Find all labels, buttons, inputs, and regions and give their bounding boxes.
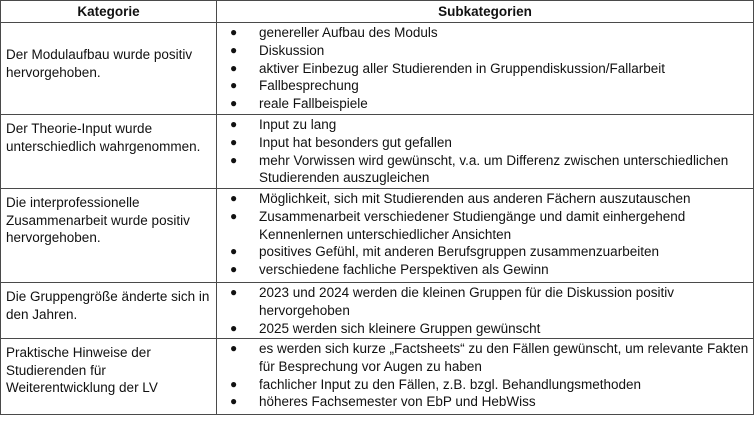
list-item xyxy=(217,190,749,208)
list-item xyxy=(217,243,749,261)
subcategory-cell xyxy=(217,189,754,283)
category-cell xyxy=(1,339,217,415)
subcategory-cell xyxy=(217,115,754,189)
bullet-icon: ● xyxy=(230,25,238,39)
list-item-text: verschiedene fachliche Perspektiven als Gewinn xyxy=(259,262,549,278)
list-item xyxy=(217,24,749,42)
table-row xyxy=(1,283,754,339)
bullet-icon: ● xyxy=(230,376,238,391)
bullet-icon: ● xyxy=(230,244,238,259)
list-item xyxy=(217,284,749,320)
list-item xyxy=(217,261,749,279)
subcategory-list xyxy=(217,115,753,187)
header-kategorie: Kategorie xyxy=(1,1,217,23)
bullet-icon: ● xyxy=(230,191,238,205)
list-item-text: genereller Aufbau des Moduls xyxy=(259,25,438,40)
bullet-icon: ● xyxy=(230,208,238,223)
bullet-icon: ● xyxy=(230,262,238,277)
bullet-icon: ● xyxy=(230,117,238,131)
list-item xyxy=(217,320,749,338)
table-header-row xyxy=(1,1,754,23)
table-row xyxy=(1,189,754,283)
list-item-text: 2023 und 2024 werden die kleinen Gruppen für die Diskussion positiv hervorgehoben xyxy=(259,285,675,318)
list-item-text: reale Fallbeispiele xyxy=(259,96,368,112)
list-item xyxy=(217,95,749,113)
list-item xyxy=(217,340,749,376)
subcategory-cell xyxy=(217,339,754,415)
bullet-icon: ● xyxy=(230,42,238,57)
list-item-text: 2025 werden sich kleinere Gruppen gewünscht xyxy=(259,320,541,336)
subcategory-cell xyxy=(217,23,754,115)
list-item xyxy=(217,77,749,95)
list-item-text: aktiver Einbezug aller Studierenden in Gruppendiskussion/Fallarbeit xyxy=(259,60,665,76)
table-row xyxy=(1,339,754,415)
list-item xyxy=(217,134,749,152)
table-row xyxy=(1,23,754,115)
list-item-text: Diskussion xyxy=(259,42,325,58)
header-subkategorien: Subkategorien xyxy=(217,1,754,23)
category-cell xyxy=(1,115,217,189)
list-item-text: fachlicher Input zu den Fällen, z.B. bzgl. Behandlungsmethoden xyxy=(259,376,641,392)
bullet-icon: ● xyxy=(230,152,238,167)
bullet-icon: ● xyxy=(230,320,238,335)
list-item-text: Möglichkeit, sich mit Studierenden aus anderen Fächern auszutauschen xyxy=(259,191,691,206)
bullet-icon: ● xyxy=(230,78,238,93)
category-text: Die interprofessionelle Zusammenarbeit wurde positiv hervorgehoben. xyxy=(6,195,190,245)
subcategory-list xyxy=(217,23,753,113)
list-item-text: es werden sich kurze „Factsheets“ zu den Fällen gewünscht, um relevante Fakten für Besprechung vor Augen zu haben xyxy=(259,341,749,374)
list-item-text: positives Gefühl, mit anderen Berufsgruppen zusammenzuarbeiten xyxy=(259,244,659,260)
list-item-text: Input hat besonders gut gefallen xyxy=(259,134,452,150)
list-item xyxy=(217,376,749,394)
subcategory-cell xyxy=(217,283,754,339)
list-item xyxy=(217,152,749,188)
category-cell xyxy=(1,189,217,283)
bullet-icon: ● xyxy=(230,60,238,75)
subcategory-list xyxy=(217,339,753,411)
list-item-text: Zusammenarbeit verschiedener Studiengänge und damit einhergehend Kennenlernen unterschiedlicher Ansichten xyxy=(259,208,686,242)
list-item-text: Fallbesprechung xyxy=(259,78,359,94)
category-text: Praktische Hinweise der Studierenden für Weiterentwicklung der LV xyxy=(6,345,158,395)
list-item-text: höheres Fachsemester von EbP und HebWiss xyxy=(259,394,536,410)
category-text: Der Modulaufbau wurde positiv hervorgehoben. xyxy=(6,47,193,80)
category-cell xyxy=(1,23,217,115)
bullet-icon: ● xyxy=(230,96,238,111)
subcategory-list xyxy=(217,283,753,337)
category-cell xyxy=(1,283,217,339)
list-item-text: Input zu lang xyxy=(259,117,337,132)
list-item xyxy=(217,60,749,78)
subcategory-list xyxy=(217,189,753,279)
list-item xyxy=(217,42,749,60)
bullet-icon: ● xyxy=(230,134,238,149)
list-item xyxy=(217,393,749,411)
table-row xyxy=(1,115,754,189)
list-item xyxy=(217,116,749,134)
bullet-icon: ● xyxy=(230,285,238,299)
list-item xyxy=(217,208,749,244)
category-text: Der Theorie-Input wurde unterschiedlich wahrgenommen. xyxy=(6,121,201,154)
list-item-text: mehr Vorwissen wird gewünscht, v.a. um Differenz zwischen unterschiedlichen Studierenden auszugleichen xyxy=(259,152,729,186)
bullet-icon: ● xyxy=(230,341,238,355)
category-text: Die Gruppengröße änderte sich in den Jahren. xyxy=(6,289,210,322)
bullet-icon: ● xyxy=(230,394,238,409)
